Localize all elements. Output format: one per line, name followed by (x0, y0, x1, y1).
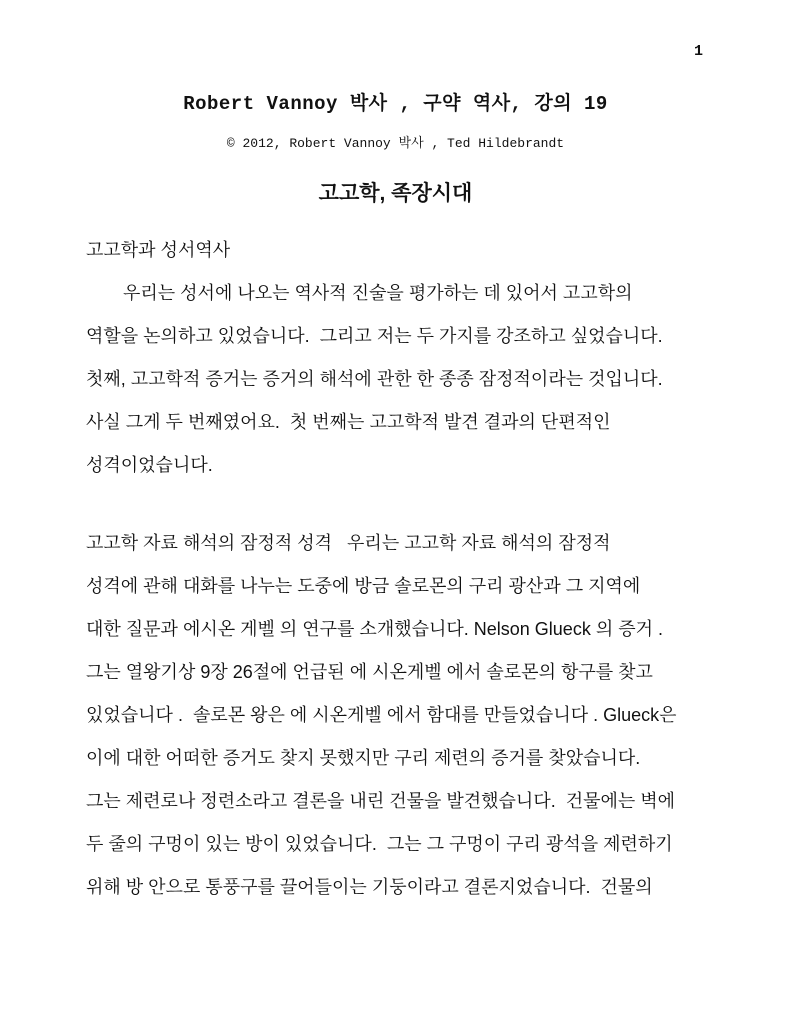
body-line: 이에 대한 어떠한 증거도 찾지 못했지만 구리 제련의 증거를 찾았습니다. (86, 748, 641, 768)
body-line: 성격에 관해 대화를 나누는 도중에 방금 솔로몬의 구리 광산과 그 지역에 (86, 576, 641, 596)
body-line: 사실 그게 두 번째였어요. 첫 번째는 고고학적 발견 결과의 단편적인 (86, 412, 611, 432)
page-number: 1 (693, 43, 703, 60)
body-line: 그는 열왕기상 9장 26절에 언급된 에 시온게벨 에서 솔로몬의 항구를 찾고 (86, 662, 653, 682)
body-line: 역할을 논의하고 있었습니다. 그리고 저는 두 가지를 강조하고 싶었습니다. (86, 326, 663, 346)
body-line: 대한 질문과 에시온 게벨 의 연구를 소개했습니다. Nelson Glueck 의 증거 . (86, 619, 663, 639)
copyright-line: © 2012, Robert Vannoy 박사 , Ted Hildebrandt (226, 136, 565, 151)
paragraph-gap (86, 487, 711, 522)
document-title: Robert Vannoy 박사 , 구약 역사, 강의 19 (183, 93, 608, 115)
body-line: 그는 제련로나 정련소라고 결론을 내린 건물을 발견했습니다. 건물에는 벽에 (86, 791, 676, 811)
body-line: 우리는 성서에 나오는 역사적 진술을 평가하는 데 있어서 고고학의 (123, 283, 633, 303)
section-subheading: 고고학과 성서역사 (86, 240, 231, 260)
body-line: 성격이었습니다. (86, 455, 213, 475)
body-line: 첫째, 고고학적 증거는 증거의 해석에 관한 한 종종 잠정적이라는 것입니다. (86, 369, 663, 389)
body-line: 고고학 자료 해석의 잠정적 성격 우리는 고고학 자료 해석의 잠정적 (86, 533, 611, 553)
body-line: 위해 방 안으로 통풍구를 끌어들이는 기둥이라고 결론지었습니다. 건물의 (86, 877, 653, 897)
body-line: 두 줄의 구멍이 있는 방이 있었습니다. 그는 그 구멍이 구리 광석을 제련하기 (86, 834, 673, 854)
body-line: 있었습니다 . 솔로몬 왕은 에 시온게벨 에서 함대를 만들었습니다 . Glueck은 (86, 705, 677, 725)
document-heading: 고고학, 족장시대 (318, 182, 473, 205)
body-text (86, 229, 711, 909)
